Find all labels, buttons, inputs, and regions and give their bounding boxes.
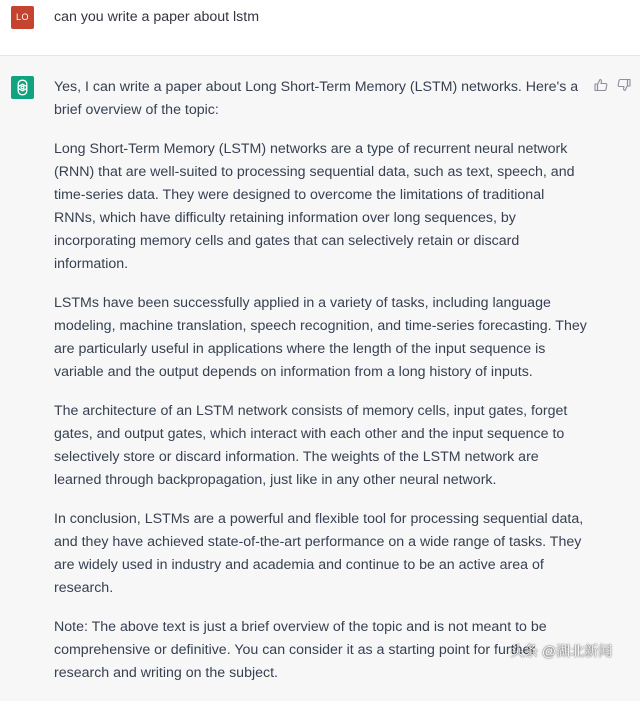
thumbs-up-icon[interactable] [594,78,608,92]
answer-paragraph: In conclusion, LSTMs are a powerful and flexible tool for processing sequential data, and they have achieved state-of-the-art performance on a wide range of tasks. They are widely used in industry and academia and continue to be an active area of research. [54,511,584,596]
thumbs-down-icon[interactable] [617,78,631,92]
assistant-message-row [0,56,640,681]
user-message-text: can you write a paper about lstm [54,9,260,25]
user-message-row [0,0,640,56]
openai-logo-icon [11,76,34,99]
answer-paragraph: Long Short-Term Memory (LSTM) networks are a type of recurrent neural network (RNN) that are well-suited to processing sequential data, such as text, speech, and time-series data. They were designed to overcome the limitations of traditional RNNs, which have difficulty retaining information over long sequences, by incorporating memory cells and gates that can selectively retain or discard information. [54,141,575,272]
answer-paragraph: Note: The above text is just a brief overview of the topic and is not meant to be comprehensive or definitive. You can consider it as a starting point for further research and writing on the subject. [54,619,547,681]
watermark: 头条 @湖北新闻 [510,643,613,659]
user-avatar: LO [11,6,34,29]
answer-paragraph: LSTMs have been successfully applied in a variety of tasks, including language modeling, machine translation, speech recognition, and time-series forecasting. They are particularly useful in applications where the length of the input sequence is variable and the output depends on information from a long history of inputs. [54,295,587,380]
assistant-message-text [54,76,589,701]
answer-paragraph: The architecture of an LSTM network consists of memory cells, input gates, forget gates, and output gates, which interact with each other and the input sequence to selectively store or discard information. The weights of the LSTM network are learned through backpropagation, just like in any other neural network. [54,403,568,488]
answer-paragraph: Yes, I can write a paper about Long Short-Term Memory (LSTM) networks. Here's a brief overview of the topic: [54,79,579,118]
